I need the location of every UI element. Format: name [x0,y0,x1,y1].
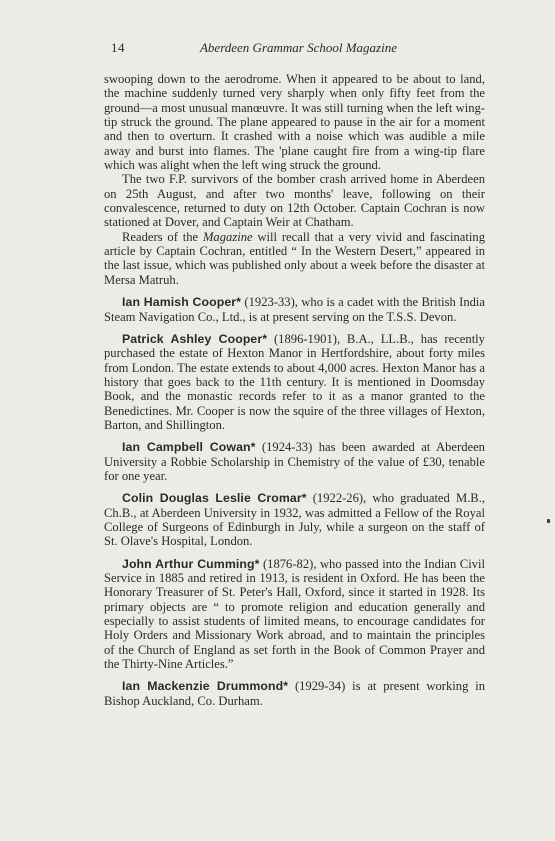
entry-name: Ian Hamish Cooper* [122,295,242,310]
entry-john-arthur-cumming [104,557,485,672]
page-edge-mark [547,519,550,523]
magazine-title: Magazine [202,229,253,244]
page-header [111,40,486,60]
paragraph-magazine-article [104,230,485,287]
paragraph-magazine-before: Readers of the [122,229,203,244]
entry-ian-drummond [104,679,485,708]
paragraph-crash-description: swooping down to the aerodrome. When it appeared to be about to land, the machine suddenly turned very sharply when only fifty feet from the ground—a most unusual manœuvre. It was still turning when the left wing-tip struck the ground. The plane appeared to pause in the air for a moment and then to overturn. It crashed with a noise which was audible a mile away and burst into flames. The 'plane caught fire from a wing-tip flare which was alight when the left wing struck the ground. [104,72,485,173]
running-title: Aberdeen Grammar School Magazine [199,40,397,55]
paragraph-magazine-after: will recall that a very vivid and fascinating article by Captain Cochran, entitled “ In the Western Desert,” appeared in the last issue, which was published only about a week before the disaster at Mersa Matruh. [104,229,485,287]
entry-patrick-ashley-cooper [104,332,485,432]
entry-name: Ian Campbell Cowan* [122,440,256,455]
entry-colin-cromar [104,491,485,548]
entry-text: (1923-33), who is a cadet with the British India Steam Navigation Co., Ltd., is at present serving on the T.S.S. Devon. [104,295,486,324]
entry-text: (1924-33) has been awarded at Aberdeen University a Robbie Scholarship in Chemistry of the value of £30, tenable for one year. [104,440,485,483]
entry-name: John Arthur Cumming* [122,556,260,571]
entry-text: (1896-1901), B.A., LL.B., has recently purchased the estate of Hexton Manor in Hertfordshire, about forty miles from London. The estate extends to about 4,000 acres. Hexton Manor has a history that goes back to the 11th century. It is mentioned in Doomsday Book, and the monastic records refer to it as a manor granted to the Benedictines. Mr. Cooper is now the squire of the three villages of Hexton, Barton, and Shillington. [104,331,485,432]
entry-text: (1922-26), who graduated M.B., Ch.B., at Aberdeen University in 1932, was admitted a Fellow of the Royal College of Surgeons of Edinburgh in July, while a surgeon on the staff of St. Olave's Hospital, London. [104,491,485,549]
page-number: 14 [111,40,125,55]
entry-ian-campbell-cowan [104,440,485,483]
article-body [104,72,485,708]
entry-name: Ian Mackenzie Drummond* [122,679,289,694]
entry-name: Patrick Ashley Cooper* [122,331,268,346]
entry-name: Colin Douglas Leslie Cromar* [122,491,307,506]
entry-text: (1929-34) is at present working in Bishop Auckland, Co. Durham. [104,679,486,708]
entry-text: (1876-82), who passed into the Indian Civil Service in 1885 and retired in 1913, is resident in Oxford. He has been the Honorary Treasurer of St. Peter's Hall, Oxford, since it started in 1928. Its primary objects are “ to promote religion and education generally and especially to assist students of limited means, to encourage candidates for Holy Orders and Missionary Work abroad, and to maintain the principles of the Church of England as set forth in the Book of Common Prayer and the Thirty-Nine Articles.” [104,556,485,672]
paragraph-survivors: The two F.P. survivors of the bomber crash arrived home in Aberdeen on 25th August, and after two months' leave, following on their convalescence, returned to duty on 12th October. Captain Cochran is now stationed at Dover, and Captain Weir at Chatham. [104,172,485,230]
entry-ian-hamish-cooper [104,295,485,324]
